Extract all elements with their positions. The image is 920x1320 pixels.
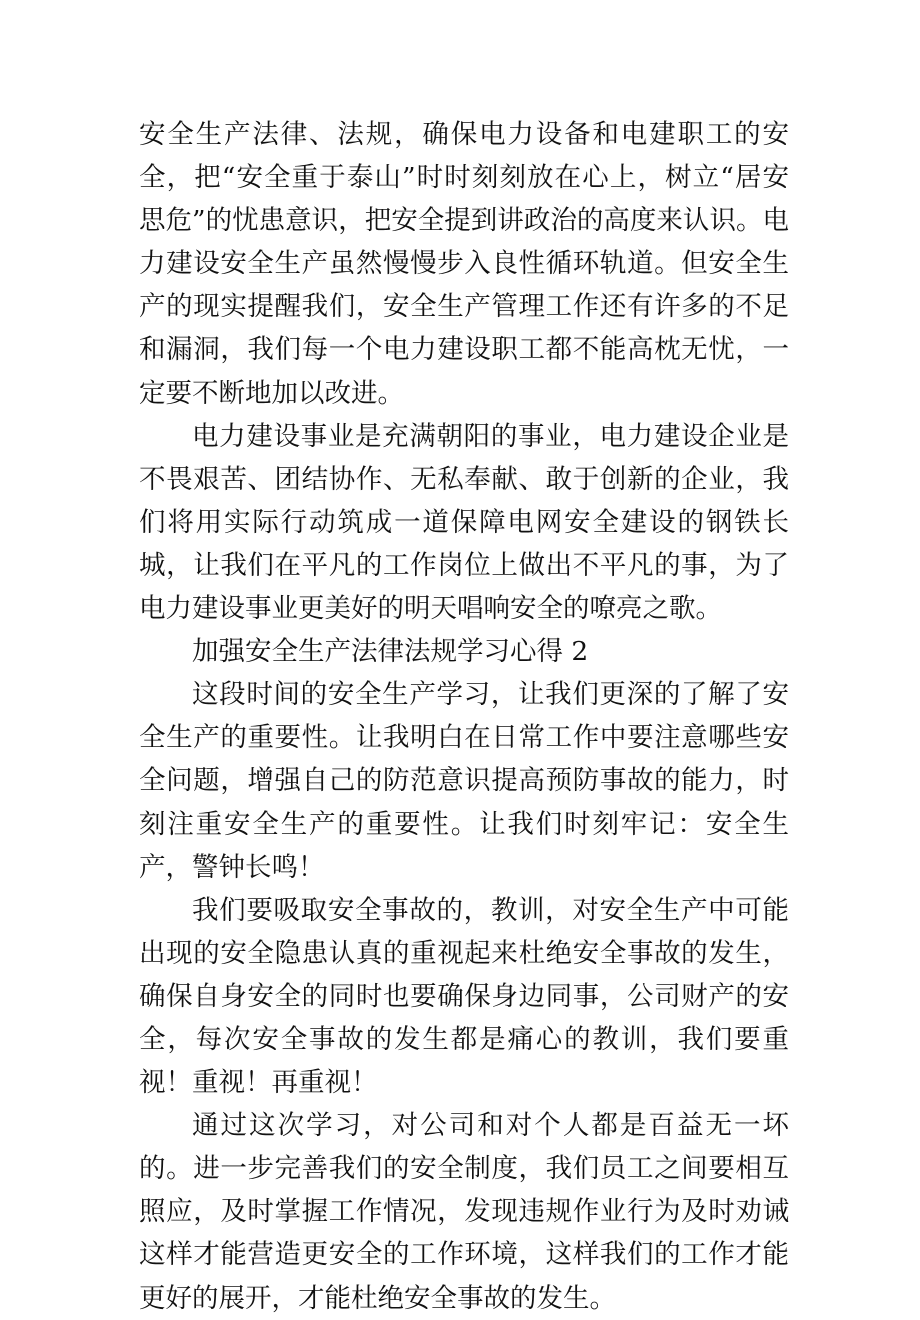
paragraph: 电力建设事业是充满朝阳的事业，电力建设企业是不畏艰苦、团结协作、无私奉献、敢于创新的企业，我们将用实际行动筑成一道保障电网安全建设的钢铁长城，让我们在平凡的工作岗位上做出不平凡的事，为了电力建设事业更美好的明天唱响安全的嘹亮之歌。 <box>139 420 789 625</box>
paragraph: 通过这次学习，对公司和对个人都是百益无一坏的。进一步完善我们的安全制度，我们员工之间要相互照应，及时掌握工作情况，发现违规作业行为及时劝诫这样才能营造更安全的工作环境，这样我们的工作才能更好的展开，才能杜绝安全事故的发生。 <box>139 1110 789 1314</box>
document-body <box>139 113 789 1320</box>
paragraph-continued: 安全生产法律、法规，确保电力设备和电建职工的安全，把“安全重于泰山”时时刻刻放在心上，树立“居安思危”的忧患意识，把安全提到讲政治的高度来认识。电力建设安全生产虽然慢慢步入良性循环轨道。但安全生产的现实提醒我们，安全生产管理工作还有许多的不足和漏洞，我们每一个电力建设职工都不能高枕无忧，一定要不断地加以改进。 <box>139 119 789 409</box>
paragraph: 这段时间的安全生产学习，让我们更深的了解了安全生产的重要性。让我明白在日常工作中要注意哪些安全问题，增强自己的防范意识提高预防事故的能力，时刻注重安全生产的重要性。让我们时刻牢记：安全生产，警钟长鸣！ <box>139 679 789 883</box>
paragraph: 我们要吸取安全事故的，教训，对安全生产中可能出现的安全隐患认真的重视起来杜绝安全事故的发生，确保自身安全的同时也要确保身边同事，公司财产的安全，每次安全事故的发生都是痛心的教训，我们要重视！重视！再重视！ <box>139 894 789 1099</box>
section-heading: 加强安全生产法律法规学习心得 2 <box>192 636 589 668</box>
